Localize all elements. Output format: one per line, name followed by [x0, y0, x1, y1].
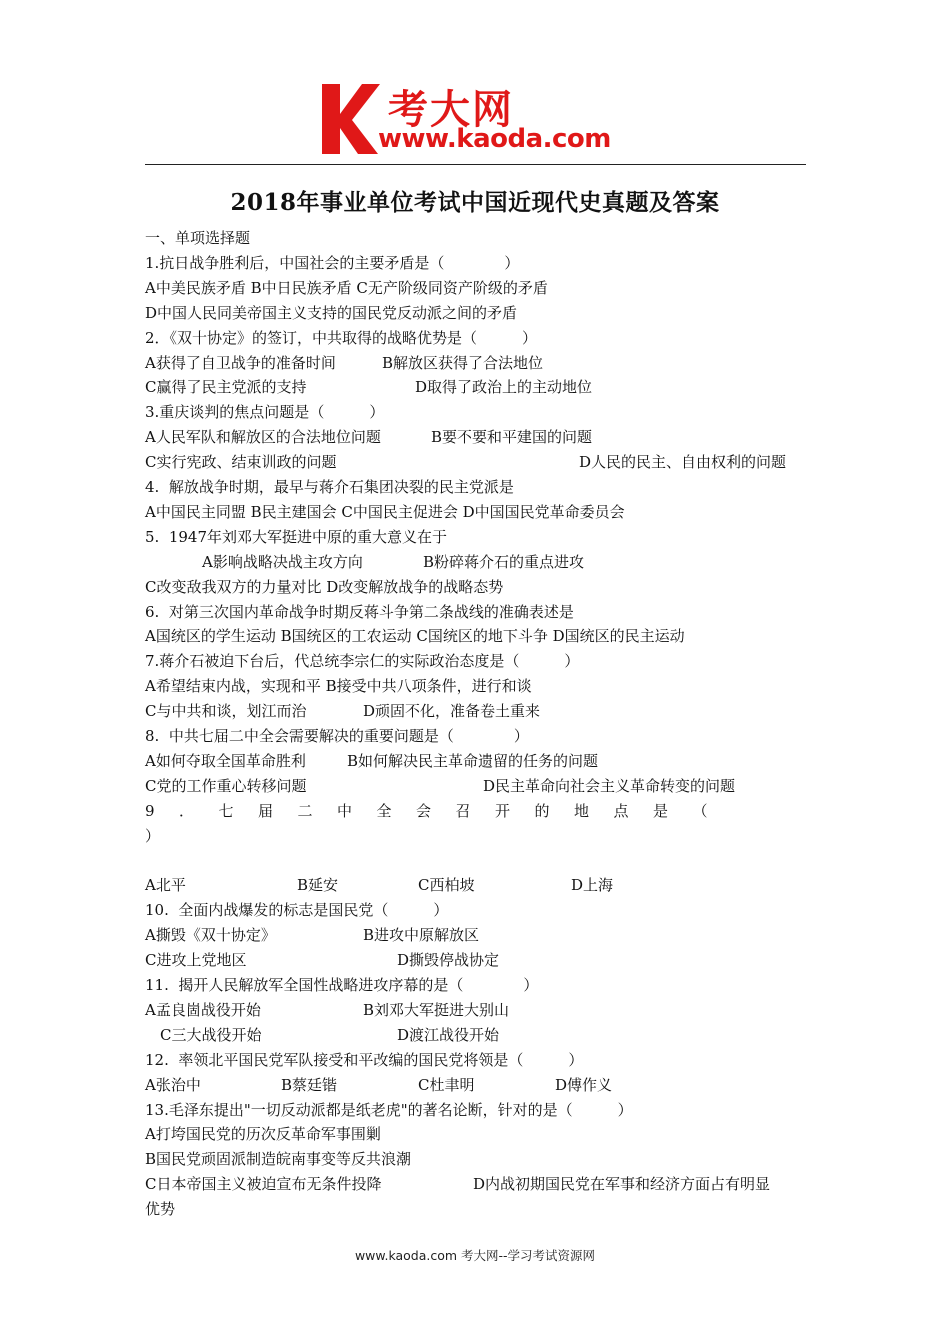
- line-text: 6. 对第三次国内革命战争时期反蒋斗争第二条战线的准确表述是: [145, 602, 574, 621]
- option-text: B蔡廷锴: [281, 1075, 338, 1094]
- page-footer: www.kaoda.com 考大网--学习考试资源网: [354, 1248, 596, 1263]
- line-text: A孟良崮战役开始: [145, 1000, 261, 1019]
- logo-name: 考大网: [388, 87, 514, 133]
- line-text: C进攻上党地区: [145, 951, 247, 970]
- line-text: A打垮国民党的历次反革命军事围剿: [145, 1125, 381, 1144]
- line-text: C改变敌我双方的力量对比 D改变解放战争的战略态势: [145, 577, 504, 596]
- option-text: C杜聿明: [418, 1075, 475, 1094]
- line-text: 一、单项选择题: [145, 229, 251, 247]
- option-text: B如何解决民主革命遗留的任务的问题: [347, 751, 599, 770]
- line-text: A北平: [145, 876, 186, 895]
- line-text: C三大战役开始: [160, 1025, 262, 1044]
- line-text: 8. 中共七届二中全会需要解决的重要问题是（ ）: [145, 727, 529, 745]
- line-text: 优势: [145, 1200, 176, 1219]
- option-text: D傅作义: [555, 1075, 613, 1094]
- line-text: A张治中: [145, 1075, 201, 1094]
- option-text: D人民的民主、自由权利的问题: [579, 453, 787, 472]
- k-logo-icon: [318, 80, 382, 158]
- header-rule: [145, 164, 806, 165]
- line-text: 13.毛泽东提出"一切反动派都是纸老虎"的著名论断，针对的是（ ）: [145, 1100, 633, 1119]
- line-text: ）: [145, 826, 161, 845]
- option-text: B粉碎蒋介石的重点进攻: [423, 552, 585, 571]
- line-text: 12. 率领北平国民党军队接受和平改编的国民党将领是（ ）: [145, 1050, 584, 1069]
- option-text: D取得了政治上的主动地位: [415, 378, 593, 397]
- option-text: B解放区获得了合法地位: [382, 353, 544, 372]
- site-logo: [318, 80, 638, 162]
- line-text: A希望结束内战，实现和平 B接受中共八项条件，进行和谈: [145, 677, 532, 696]
- line-text: C实行宪政、结束训政的问题: [145, 453, 337, 472]
- document-title: 2018年事业单位考试中国近现代史真题及答案: [230, 189, 720, 216]
- line-text: A获得了自卫战争的准备时间: [145, 353, 336, 372]
- line-text: C日本帝国主义被迫宣布无条件投降: [145, 1175, 382, 1194]
- option-text: B延安: [297, 876, 339, 895]
- question-text: 9．七届二中全会召开的地点是（: [145, 801, 733, 820]
- option-text: B进攻中原解放区: [363, 926, 480, 945]
- line-text: 7.蒋介石被迫下台后，代总统李宗仁的实际政治态度是（ ）: [145, 652, 580, 671]
- option-text: D撕毁停战协定: [397, 951, 500, 970]
- line-text: 11. 揭开人民解放军全国性战略进攻序幕的是（ ）: [145, 976, 539, 994]
- line-text: 2．《双十协定》的签订，中共取得的战略优势是（ ）: [145, 328, 538, 347]
- option-text: B刘邓大军挺进大别山: [363, 1000, 510, 1019]
- line-text: A中国民主同盟 B民主建国会 C中国民主促进会 D中国国民党革命委员会: [145, 502, 625, 521]
- line-text: C与中共和谈，划江而治: [145, 702, 307, 721]
- line-text: A撕毁《双十协定》: [145, 926, 276, 945]
- line-text: D中国人民同美帝国主义支持的国民党反动派之间的矛盾: [145, 303, 518, 322]
- option-text: B要不要和平建国的问题: [431, 428, 593, 447]
- option-text: D民主革命向社会主义革命转变的问题: [483, 776, 736, 795]
- line-text: 4. 解放战争时期，最早与蒋介石集团决裂的民主党派是: [145, 478, 514, 496]
- option-text: D顽固不化，准备卷土重来: [363, 702, 541, 721]
- text-line: [145, 799, 807, 824]
- option-text: D渡江战役开始: [397, 1025, 500, 1044]
- line-text: A中美民族矛盾 B中日民族矛盾 C无产阶级同资产阶级的矛盾: [145, 278, 548, 297]
- line-text: A如何夺取全国革命胜利: [145, 751, 306, 770]
- line-text: C党的工作重心转移问题: [145, 776, 307, 795]
- line-text: B国民党顽固派制造皖南事变等反共浪潮: [145, 1150, 412, 1169]
- line-text: A影响战略决战主攻方向: [202, 552, 363, 571]
- line-text: A国统区的学生运动 B国统区的工农运动 C国统区的地下斗争 D国统区的民主运动: [145, 627, 685, 646]
- line-text: C赢得了民主党派的支持: [145, 378, 307, 397]
- line-text: 3.重庆谈判的焦点问题是（ ）: [145, 403, 385, 422]
- line-text: 5. 1947年刘邓大军挺进中原的重大意义在于: [145, 527, 448, 546]
- line-text: A人民军队和解放区的合法地位问题: [145, 428, 381, 447]
- logo-url[interactable]: www.kaoda.com: [378, 124, 611, 154]
- option-text: D上海: [571, 876, 614, 895]
- line-text: 10. 全面内战爆发的标志是国民党（ ）: [145, 901, 449, 920]
- line-text: 1.抗日战争胜利后，中国社会的主要矛盾是（ ）: [145, 253, 520, 272]
- option-text: C西柏坡: [418, 876, 475, 895]
- option-text: D内战初期国民党在军事和经济方面占有明显: [473, 1175, 771, 1194]
